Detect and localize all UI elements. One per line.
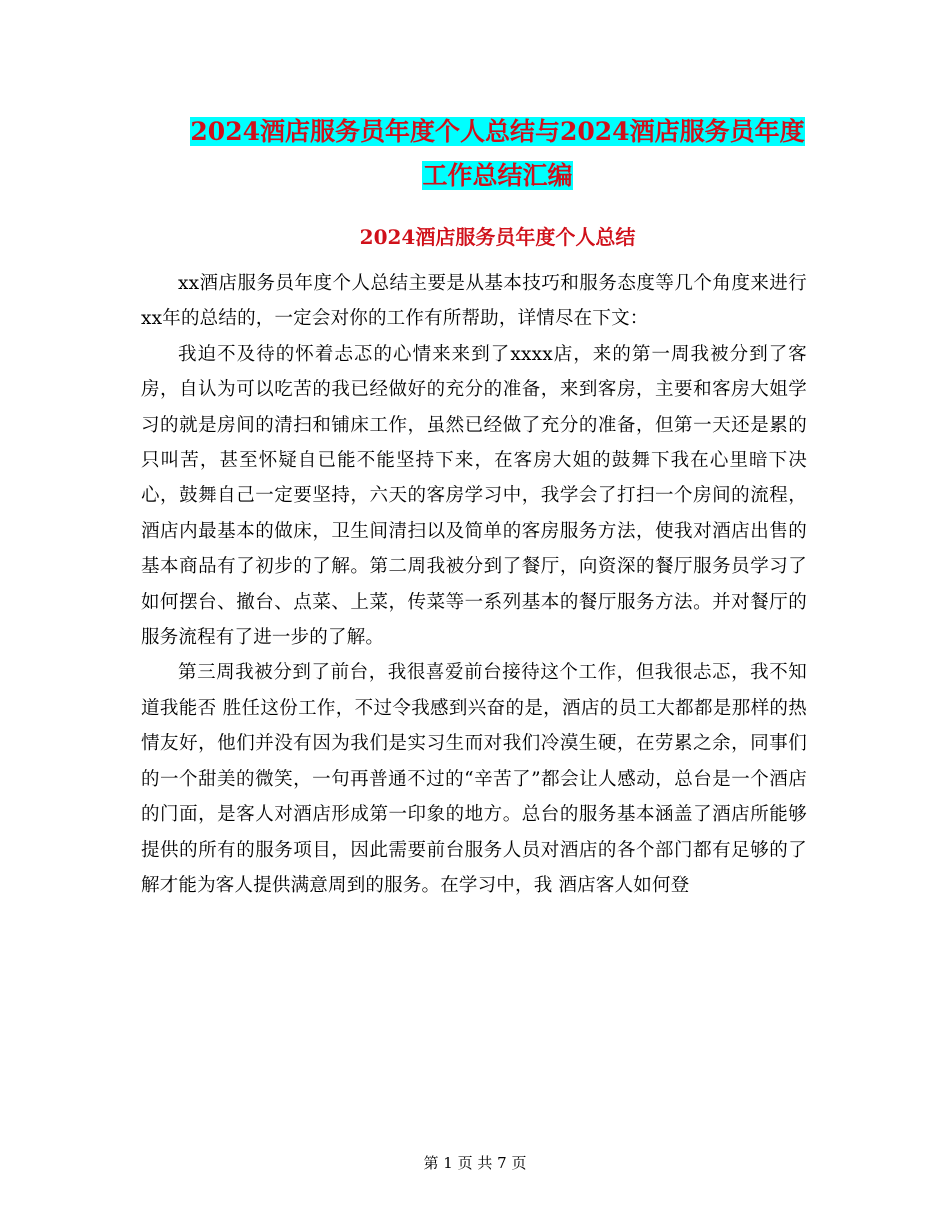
- title-line-1: 2024酒店服务员年度个人总结与2024酒店服务员年度: [190, 117, 805, 146]
- body-text: [141, 266, 807, 903]
- paragraph-intro: xx酒店服务员年度个人总结主要是从基本技巧和服务态度等几个角度来进行xx年的总结的，一定会对你的工作有所帮助，详情尽在下文：: [141, 273, 807, 330]
- title-line-2: 工作总结汇编: [422, 161, 573, 190]
- document-title: [140, 110, 855, 198]
- section-title: 2024酒店服务员年度个人总结: [359, 225, 636, 249]
- paragraph-week3: 第三周我被分到了前台，我很喜爱前台接待这个工作，但我很忐忑，我不知道我能否 胜任这份工作，不过令我感到兴奋的是，酒店的员工大都都是那样的热情友好，他们并没有因为我们是实习生而对我们冷漠生硬，在劳累之余，同事们的一个甜美的微笑，一句再普通不过的“辛苦了”都会让人感动，总台是一个酒店的门面，是客人对酒店形成第一印象的地方。总台的服务基本涵盖了酒店所能够提供的所有的服务项目，因此需要前台服务人员对酒店的各个部门都有足够的了解才能为客人提供满意周到的服务。在学习中，我 酒店客人如何登: [141, 662, 807, 896]
- page-footer: 第 1 页 共 7 页: [423, 1154, 527, 1172]
- paragraph-week1-2: 我迫不及待的怀着忐忑的心情来来到了xxxx店，来的第一周我被分到了客房，自认为可以吃苦的我已经做好的充分的准备，来到客房，主要和客房大姐学习的就是房间的清扫和铺床工作，虽然已经做了充分的准备，但第一天还是累的只叫苦，甚至怀疑自已能不能坚持下来，在客房大姐的鼓舞下我在心里暗下决心，鼓舞自己一定要坚持，六天的客房学习中，我学会了打扫一个房间的流程，酒店内最基本的做床，卫生间清扫以及简单的客房服务方法，使我对酒店出售的基本商品有了初步的了解。第二周我被分到了餐厅，向资深的餐厅服务员学习了如何摆台、撤台、点菜、上菜，传菜等一系列基本的餐厅服务方法。并对餐厅的服务流程有了进一步的了解。: [141, 343, 807, 649]
